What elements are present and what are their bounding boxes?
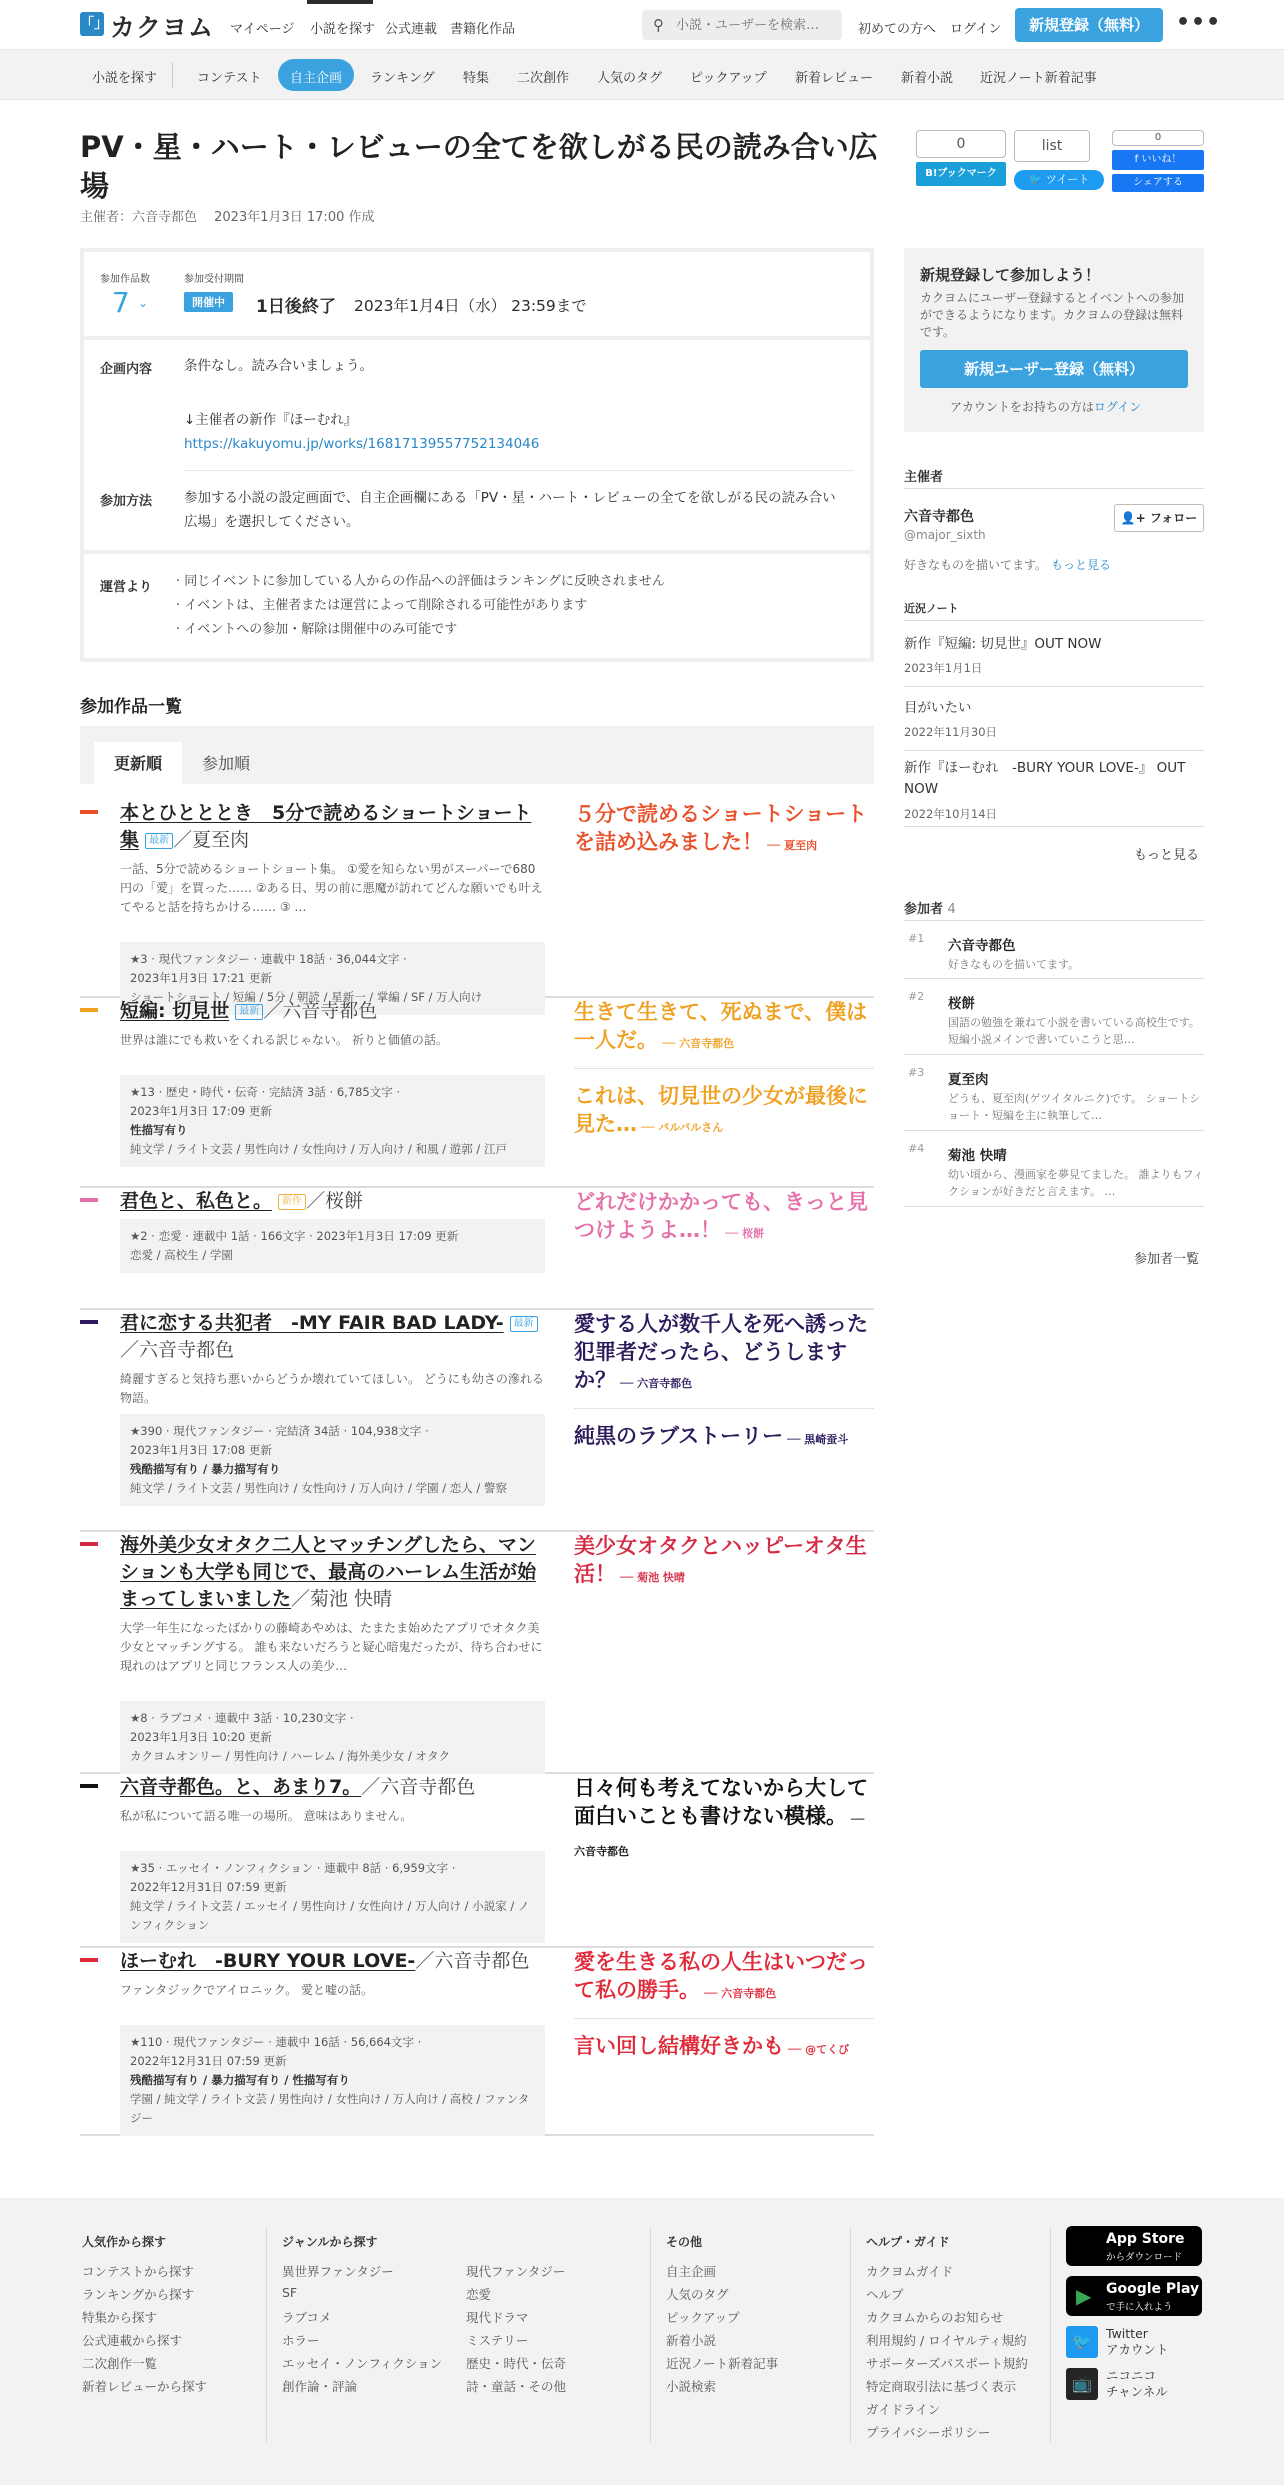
google-play-sublabel: で手に入れよう	[1106, 2302, 1173, 2313]
host-label: 主催者	[904, 470, 944, 485]
period-label: 参加受付期間	[184, 274, 244, 285]
work-author[interactable]: ／六音寺都色	[263, 1000, 378, 1022]
footer-link[interactable]: 歴史・時代・伝奇	[466, 2356, 567, 2371]
footer-link[interactable]: SF	[282, 2285, 298, 2300]
subnav-contest[interactable]: コンテスト	[197, 71, 262, 86]
note-date: 2022年10月14日	[904, 807, 998, 821]
divider	[904, 920, 1204, 921]
work-stats: ★2 · 恋愛 · 連載中 1話 · 166文字 · 2023年1月3日 17:09 更新	[130, 1229, 459, 1243]
works-list-title: 参加作品一覧	[80, 697, 182, 717]
subnav-ranking[interactable]: ランキング	[370, 71, 435, 86]
work-color-bar	[80, 1784, 98, 1788]
work-author[interactable]: ／六音寺都色	[120, 1339, 235, 1361]
work-description: 私が私について語る唯一の場所。 意味はありません。	[120, 1809, 413, 1823]
work-title-block	[120, 998, 550, 1025]
google-play-badge[interactable]	[1066, 2276, 1202, 2316]
subnav-search[interactable]: 小説を探す	[92, 71, 158, 86]
work-stats: ★3 · 現代ファンタジー · 連載中 18話 · 36,044文字 ·	[130, 952, 407, 966]
review-text: 言い回し結構好きかも	[574, 2034, 784, 2058]
global-header	[0, 0, 1284, 50]
footer-link[interactable]: 特定商取引法に基づく表示	[866, 2379, 1017, 2394]
footer-link[interactable]: ピックアップ	[666, 2310, 740, 2325]
work-stats: ★8 · ラブコメ · 連載中 3話 · 10,230文字 ·	[130, 1711, 354, 1725]
review-catchcopy[interactable]	[574, 1422, 874, 1454]
work-tags[interactable]: 純文学 / ライト文芸 / 男性向け / 女性向け / 万人向け / 和風 / 遊郭 / 江戸	[130, 1142, 507, 1156]
footer-divider	[850, 2228, 851, 2442]
review-text: 愛を生きる私の人生はいつだって私の勝手。	[574, 1950, 868, 2002]
work-item[interactable]	[80, 1188, 874, 1310]
note-title[interactable]: 目がいたい	[904, 700, 972, 716]
review-catchcopy[interactable]	[574, 1310, 874, 1398]
signup-button[interactable]: 新規登録（無料）	[1015, 8, 1163, 42]
review-catchcopy[interactable]	[574, 1532, 874, 1592]
follow-label: フォロー	[1149, 511, 1198, 525]
method-text: 参加する小説の設定画面で、自主企画欄にある「PV・星・ハート・レビューの全てを欲しがる民の読み合い広場」を選択してください。	[184, 490, 836, 530]
work-title-block	[120, 1948, 550, 1975]
review-text: 日々何も考えてないから大して面白いことも書けない模様。	[574, 1776, 868, 1828]
logo-mark[interactable]: 「」	[80, 12, 104, 36]
add-user-icon: 👤+	[1120, 511, 1146, 525]
work-description: 世界は誰にでも救いをくれる訳じゃない。 祈りと価値の話。	[120, 1033, 448, 1047]
note-title[interactable]: 新作『短編: 切見世』OUT NOW	[904, 636, 1102, 652]
entry-count-label: 参加作品数	[100, 274, 150, 285]
footer-link[interactable]: コンテストから探す	[82, 2264, 195, 2279]
review-catchcopy[interactable]	[574, 998, 874, 1058]
work-title-block	[120, 800, 550, 854]
review-catchcopy[interactable]	[574, 1774, 874, 1866]
subnav-divider	[172, 62, 173, 88]
review-author: ── 菊池 快晴	[620, 1571, 685, 1584]
deadline: 2023年1月4日（水） 23:59まで	[354, 297, 587, 315]
subnav-reviews[interactable]: 新着レビュー	[795, 71, 874, 86]
signup-card-button[interactable]: 新規ユーザー登録（無料）	[920, 350, 1188, 388]
participant-name[interactable]: 桜餅	[948, 996, 975, 1012]
work-title[interactable]: 君に恋する共犯者 -MY FAIR BAD LADY-	[120, 1312, 504, 1334]
work-title-block	[120, 1774, 550, 1801]
host-id: @major_sixth	[904, 528, 986, 542]
footer-link[interactable]: 現代ドラマ	[466, 2310, 529, 2325]
host-name[interactable]: 六音寺都色	[904, 509, 974, 525]
work-title[interactable]: 六音寺都色。と、あまり7。	[120, 1776, 362, 1798]
niconico-channel-link[interactable]: ニコニコ チャンネル	[1106, 2368, 1168, 2399]
work-color-bar	[80, 1008, 98, 1012]
work-stats: ★110 · 現代ファンタジー · 連載中 16話 · 56,664文字 ·	[130, 2035, 422, 2049]
footer-col1-title: 人気作から探す	[82, 2235, 167, 2249]
review-catchcopy[interactable]	[574, 2032, 874, 2064]
divider	[904, 620, 1204, 621]
more-menu-icon[interactable]: •••	[1176, 10, 1222, 35]
work-author[interactable]: ／夏至肉	[173, 829, 250, 851]
login-link[interactable]: ログイン	[950, 22, 1002, 37]
footer-link[interactable]: 利用規約 / ロイヤルティ規約	[866, 2333, 1027, 2348]
work-item[interactable]	[80, 1948, 874, 2136]
subnav-feature[interactable]: 特集	[463, 71, 490, 86]
review-author: ── 六音寺都色	[662, 1037, 735, 1050]
subnav-event[interactable]: 自主企画	[290, 71, 343, 86]
nav-mypage[interactable]: マイページ	[230, 22, 295, 37]
content-line-1: 条件なし。読み合いましょう。	[184, 358, 373, 374]
work-author[interactable]: ／六音寺都色	[415, 1950, 530, 1972]
review-author: ── バルバルさん	[641, 1121, 724, 1134]
note-date: 2022年11月30日	[904, 725, 998, 739]
notes-label: 近況ノート	[904, 602, 959, 615]
niconico-icon[interactable]: 📺	[1066, 2368, 1098, 2400]
review-text: 愛する人が数千人を死へ誘った犯罪者だったら、どうしますか？	[574, 1312, 868, 1392]
entry-count[interactable]: 7	[112, 286, 130, 319]
work-item[interactable]	[80, 1310, 874, 1532]
like-count: 0	[1112, 130, 1204, 146]
footer-link[interactable]: ランキングから探す	[82, 2287, 195, 2302]
review-author: ── 六音寺都色	[574, 1813, 865, 1858]
participant-desc: 国語の勉強を兼ねて小説を書いている高校生です。短編小説メインで書いていこうと思…	[948, 1016, 1200, 1046]
footer-link[interactable]: 恋愛	[466, 2287, 492, 2302]
footer-link[interactable]: 異世界ファンタジー	[282, 2264, 394, 2279]
work-meta	[120, 1219, 545, 1273]
footer-col3-title: その他	[666, 2235, 703, 2249]
work-title[interactable]: 海外美少女オタク二人とマッチングしたら、マンションも大学も同じで、最高のハーレム生活が始まってしまいました	[120, 1534, 537, 1610]
work-badge: 最新	[510, 1316, 538, 1332]
note-title[interactable]: 新作『ほーむれ -BURY YOUR LOVE-』 OUT NOW	[904, 760, 1186, 797]
footer-link[interactable]: プライバシーポリシー	[866, 2425, 991, 2440]
work-title[interactable]: 君色と、私色と。	[120, 1190, 273, 1212]
work-title-block	[120, 1188, 550, 1215]
divider	[904, 686, 1204, 687]
ends-in: 1日後終了	[256, 297, 336, 317]
footer-link[interactable]: 新着レビューから探す	[82, 2379, 208, 2394]
content-label: 企画内容	[100, 362, 153, 377]
bookmark-count: 0	[916, 130, 1006, 158]
work-meta	[120, 1414, 545, 1506]
hatena-bookmark-button[interactable]: B!ブックマーク	[916, 162, 1006, 186]
review-catchcopy[interactable]	[574, 1188, 874, 1248]
signup-card-title: 新規登録して参加しよう！	[920, 266, 1101, 284]
facebook-share-button[interactable]: シェアする	[1112, 174, 1204, 192]
review-text: 美少女オタクとハッピーオタ生活！	[574, 1534, 867, 1586]
work-item[interactable]	[80, 800, 874, 1004]
divider	[84, 550, 870, 554]
divider	[574, 2018, 874, 2019]
participant-name[interactable]: 六音寺都色	[948, 938, 1016, 954]
review-author: ── 黒崎蚕斗	[787, 1433, 849, 1446]
tweet-button[interactable]	[1014, 170, 1104, 190]
work-author[interactable]: ／六音寺都色	[361, 1776, 476, 1798]
work-tags[interactable]: 純文学 / ライト文芸 / 男性向け / 女性向け / 万人向け / 学園 / 恋人 / 警察	[130, 1481, 507, 1495]
subnav-new-novels[interactable]: 新着小説	[901, 71, 954, 86]
participants-label: 参加者 4	[904, 902, 956, 917]
host-more-link[interactable]: もっと見る	[1051, 558, 1112, 572]
search-icon: ⚲	[653, 16, 664, 34]
nav-official[interactable]: 公式連載	[385, 22, 438, 37]
participant-desc: 好きなものを描いてます。	[948, 958, 1080, 971]
signup-card-login-line: アカウントをお持ちの方はログイン	[950, 400, 1142, 414]
work-stats: ★13 · 歴史・時代・伝奇 · 完結済 3話 · 6,785文字 ·	[130, 1085, 401, 1099]
footer-col4-title: ヘルプ・ガイド	[866, 2235, 950, 2249]
work-color-bar	[80, 1198, 98, 1202]
list-button[interactable]: list	[1014, 130, 1090, 162]
work-tags[interactable]: 恋愛 / 高校生 / 学園	[130, 1248, 233, 1262]
work-description: ファンタジックでアイロニック。 愛と嘘の話。	[120, 1983, 374, 1997]
participant-name[interactable]: 夏至肉	[948, 1072, 989, 1088]
work-color-bar	[80, 1542, 98, 1546]
work-stats: ★35 · エッセイ・ノンフィクション · 連載中 8話 · 6,959文字 ·	[130, 1861, 456, 1875]
work-warnings: 残酷描写有り / 暴力描写有り	[130, 1462, 281, 1476]
footer-link[interactable]: ヘルプ	[866, 2287, 904, 2302]
participant-rank: #4	[908, 1142, 925, 1155]
divider	[84, 336, 870, 340]
work-description: 大学一年生になったばかりの藤崎あやめは、たまたま始めたアプリでオタク美少女とマッチングする。 誰も来ないだろうと疑心暗鬼だったが、待ち合わせに現れのはアプリと同じフランス人の美少…	[120, 1621, 543, 1673]
work-tags[interactable]: ショートショート / 短編 / 5分 / 朝読 / 星新一 / 掌編 / SF / 万人向け	[130, 990, 483, 1004]
work-warnings: 残酷描写有り / 暴力描写有り / 性描写有り	[130, 2073, 350, 2087]
footer-link[interactable]: 特集から探す	[82, 2310, 158, 2325]
work-meta	[120, 1701, 545, 1774]
work-updated: 2023年1月3日 10:20 更新	[130, 1730, 272, 1744]
participant-rank: #1	[908, 932, 925, 945]
footer-col2-title: ジャンルから探す	[282, 2235, 378, 2249]
divider	[904, 978, 1204, 979]
google-play-icon: ▶	[1076, 2284, 1092, 2308]
chevron-down-icon[interactable]: ⌄	[138, 296, 149, 310]
review-author: ── 六音寺都色	[704, 1987, 777, 2000]
footer-link[interactable]: サポーターズパスポート規約	[866, 2356, 1028, 2371]
divider	[904, 750, 1204, 751]
facebook-icon: f	[1134, 154, 1139, 165]
subnav-fanfic[interactable]: 二次創作	[517, 71, 570, 86]
beginner-link[interactable]: 初めての方へ	[858, 22, 937, 37]
review-author: ── @てくび	[788, 2043, 850, 2056]
work-badge: 新作	[278, 1194, 306, 1210]
work-description: 一話、5分で読めるショートショート集。 ①愛を知らない男がスーパーで680円の「愛」を買った…… ②ある日、男の前に悪魔が訪れてどんな願いでも叶えてやると話を持ちかける…… ③ …	[120, 862, 543, 914]
footer-link[interactable]: 人気のタグ	[666, 2287, 729, 2302]
footer-link[interactable]: 現代ファンタジー	[466, 2264, 566, 2279]
twitter-account-link[interactable]: Twitter アカウント	[1106, 2326, 1169, 2357]
work-item[interactable]	[80, 998, 874, 1188]
tweet-label: ツイート	[1045, 173, 1090, 186]
tab-updated[interactable]: 更新順	[94, 742, 182, 784]
participant-rank: #3	[908, 1066, 925, 1079]
review-catchcopy[interactable]	[574, 1948, 874, 2008]
subnav-pickup[interactable]: ピックアップ	[690, 71, 767, 86]
review-author: ── 桜餅	[725, 1227, 765, 1240]
work-updated: 2022年12月31日 07:59 更新	[130, 2054, 287, 2068]
signup-card-text: カクヨムにユーザー登録するとイベントへの参加ができるようになります。カクヨムの登録は無料です。	[920, 291, 1185, 339]
notice-label: 運営より	[100, 580, 153, 595]
participant-rank: #2	[908, 990, 925, 1003]
google-play-label: Google Play	[1106, 2281, 1200, 2297]
review-text: どれだけかかっても、きっと見つけようよ…！	[574, 1190, 868, 1242]
subnav-notes[interactable]: 近況ノート新着記事	[980, 71, 1097, 86]
work-tags[interactable]: カクヨムオンリー / 男性向け / ハーレム / 海外美少女 / オタク	[130, 1749, 451, 1763]
app-store-badge[interactable]	[1066, 2226, 1202, 2266]
divider	[574, 1408, 874, 1409]
footer-link[interactable]: カクヨムガイド	[866, 2264, 954, 2279]
review-author: ── 夏至肉	[767, 839, 818, 852]
content-line-2: ↓主催者の新作『ほーむれ』	[184, 412, 358, 428]
facebook-like-label: いいね！	[1141, 154, 1182, 165]
footer-divider	[650, 2228, 651, 2442]
notes-more-link[interactable]: もっと見る	[1134, 848, 1200, 863]
divider	[904, 1130, 1204, 1131]
notice-item: · イベントは、主催者または運営によって削除される可能性があります	[176, 598, 588, 613]
twitter-icon[interactable]: 🐦	[1066, 2326, 1098, 2358]
work-title-block	[120, 1532, 550, 1613]
page-title: PV・星・ハート・レビューの全てを欲しがる民の読み合い広場	[80, 130, 878, 203]
search-box[interactable]	[642, 10, 842, 40]
review-text: 生きて生きて、死ぬまで、僕は一人だ。	[574, 1000, 868, 1052]
host-desc: 好きなものを描いてます。 もっと見る	[904, 558, 1112, 572]
review-text: ５分で読めるショートショートを詰め込みました！	[574, 802, 868, 854]
nav-search-novels[interactable]: 小説を探す	[310, 22, 376, 37]
work-description: 綺麗すぎると気持ち悪いからどうか壊れていてほしい。 どうにも幼さの滲れる物語。	[120, 1372, 544, 1405]
footer-divider	[266, 2228, 267, 2442]
footer-link[interactable]: 創作論・評論	[282, 2379, 358, 2394]
review-catchcopy[interactable]	[574, 800, 874, 860]
search-input[interactable]	[676, 15, 836, 35]
footer-link[interactable]: ガイドライン	[866, 2402, 941, 2417]
tab-joined[interactable]: 参加順	[202, 754, 251, 773]
footer-link[interactable]: 二次創作一覧	[82, 2356, 158, 2371]
participants-more-link[interactable]: 参加者一覧	[1134, 1252, 1200, 1267]
work-updated: 2023年1月3日 17:08 更新	[130, 1443, 272, 1457]
nav-books[interactable]: 書籍化作品	[450, 22, 516, 37]
review-author: ── 六音寺都色	[620, 1377, 693, 1390]
work-updated: 2023年1月3日 17:09 更新	[130, 1104, 272, 1118]
work-color-bar	[80, 810, 98, 814]
footer-link[interactable]: 近況ノート新着記事	[666, 2356, 779, 2371]
work-author[interactable]: ／桜餅	[306, 1190, 364, 1212]
work-item[interactable]	[80, 1774, 874, 1948]
participant-name[interactable]: 菊池 快晴	[948, 1148, 1007, 1164]
work-meta	[120, 1851, 545, 1943]
work-updated: 2022年12月31日 07:59 更新	[130, 1880, 287, 1894]
footer-link[interactable]: 小説検索	[666, 2379, 717, 2394]
review-catchcopy[interactable]	[574, 1082, 874, 1142]
work-stats: ★390 · 現代ファンタジー · 完結済 34話 · 104,938文字 ·	[130, 1424, 429, 1438]
footer-link[interactable]: ラブコメ	[282, 2310, 332, 2325]
work-badge: 最新	[235, 1004, 263, 1020]
footer-link[interactable]: 新着小説	[666, 2333, 717, 2348]
work-item[interactable]	[80, 1532, 874, 1774]
divider	[904, 488, 1204, 489]
work-color-bar	[80, 1320, 98, 1324]
footer-divider	[1050, 2228, 1051, 2442]
footer-link[interactable]: カクヨムからのお知らせ	[866, 2310, 1004, 2325]
divider	[184, 470, 854, 471]
divider	[904, 1054, 1204, 1055]
work-author[interactable]: ／菊池 快晴	[291, 1588, 393, 1610]
work-tags[interactable]: 学園 / 純文学 / ライト文芸 / 男性向け / 女性向け / 万人向け / 高校 / ファンタジー	[130, 2092, 530, 2125]
work-updated: 2023年1月3日 17:21 更新	[130, 971, 272, 985]
nav-active-indicator	[307, 0, 373, 4]
review-text: 純黒のラブストーリー	[574, 1424, 784, 1448]
footer-link[interactable]: ホラー	[282, 2333, 320, 2348]
logo-text[interactable]: カクヨム	[110, 13, 215, 42]
note-date: 2023年1月1日	[904, 661, 983, 675]
footer-link[interactable]: エッセイ・ノンフィクション	[282, 2356, 443, 2371]
footer-link[interactable]: 詩・童話・その他	[466, 2379, 567, 2394]
work-warnings: 性描写有り	[130, 1123, 188, 1137]
work-title-block	[120, 1310, 550, 1364]
divider	[574, 1068, 874, 1069]
status-badge: 開催中	[184, 292, 233, 312]
work-color-bar	[80, 1958, 98, 1962]
work-meta	[120, 2025, 545, 2136]
work-tags[interactable]: 純文学 / ライト文芸 / エッセイ / 男性向け / 女性向け / 万人向け / 小説家 / ノンフィクション	[130, 1899, 530, 1932]
divider	[904, 1206, 1204, 1207]
divider	[904, 826, 1204, 827]
tabs-bar	[80, 726, 874, 784]
work-title[interactable]: 本とひとととき 5分で読めるショートショート集	[120, 802, 532, 851]
content-link[interactable]: https://kakuyomu.jp/works/16817139557752134046	[184, 436, 540, 452]
work-badge: 最新	[145, 833, 173, 849]
participant-desc: どうも、夏至肉(ゲツイタルニク)です。 ショートショート・短編を主に執筆して…	[948, 1092, 1201, 1122]
subnav-tags[interactable]: 人気のタグ	[597, 71, 663, 86]
method-label: 参加方法	[100, 494, 153, 509]
footer-link[interactable]: 公式連載から探す	[82, 2333, 183, 2348]
app-store-label: App Store	[1106, 2231, 1185, 2247]
footer-link[interactable]: ミステリー	[466, 2333, 529, 2348]
work-meta	[120, 1075, 545, 1167]
event-meta: 主催者：六音寺都色 2023年1月3日 17:00 作成	[80, 210, 375, 225]
facebook-like-button[interactable]	[1112, 150, 1204, 170]
footer-link[interactable]: 自主企画	[666, 2264, 717, 2279]
signup-card-login-link[interactable]: ログイン	[1093, 400, 1142, 414]
twitter-icon: 🐦	[1028, 173, 1043, 186]
app-store-sublabel: からダウンロード	[1106, 2252, 1183, 2263]
follow-button[interactable]	[1114, 504, 1204, 532]
notice-item: · イベントへの参加・解除は開催中のみ可能です	[176, 622, 458, 637]
notice-item: · 同じイベントに参加している人からの作品への評価はランキングに反映されません	[176, 574, 665, 589]
participant-desc: 幼い頃から、漫画家を夢見てました。 誰よりもフィクションが好きだと言えます。 …	[948, 1168, 1204, 1198]
work-title[interactable]: ほーむれ -BURY YOUR LOVE-	[120, 1950, 416, 1972]
work-title[interactable]: 短編: 切見世	[120, 1000, 230, 1022]
review-text: これは、切見世の少女が最後に見た…	[574, 1084, 868, 1136]
